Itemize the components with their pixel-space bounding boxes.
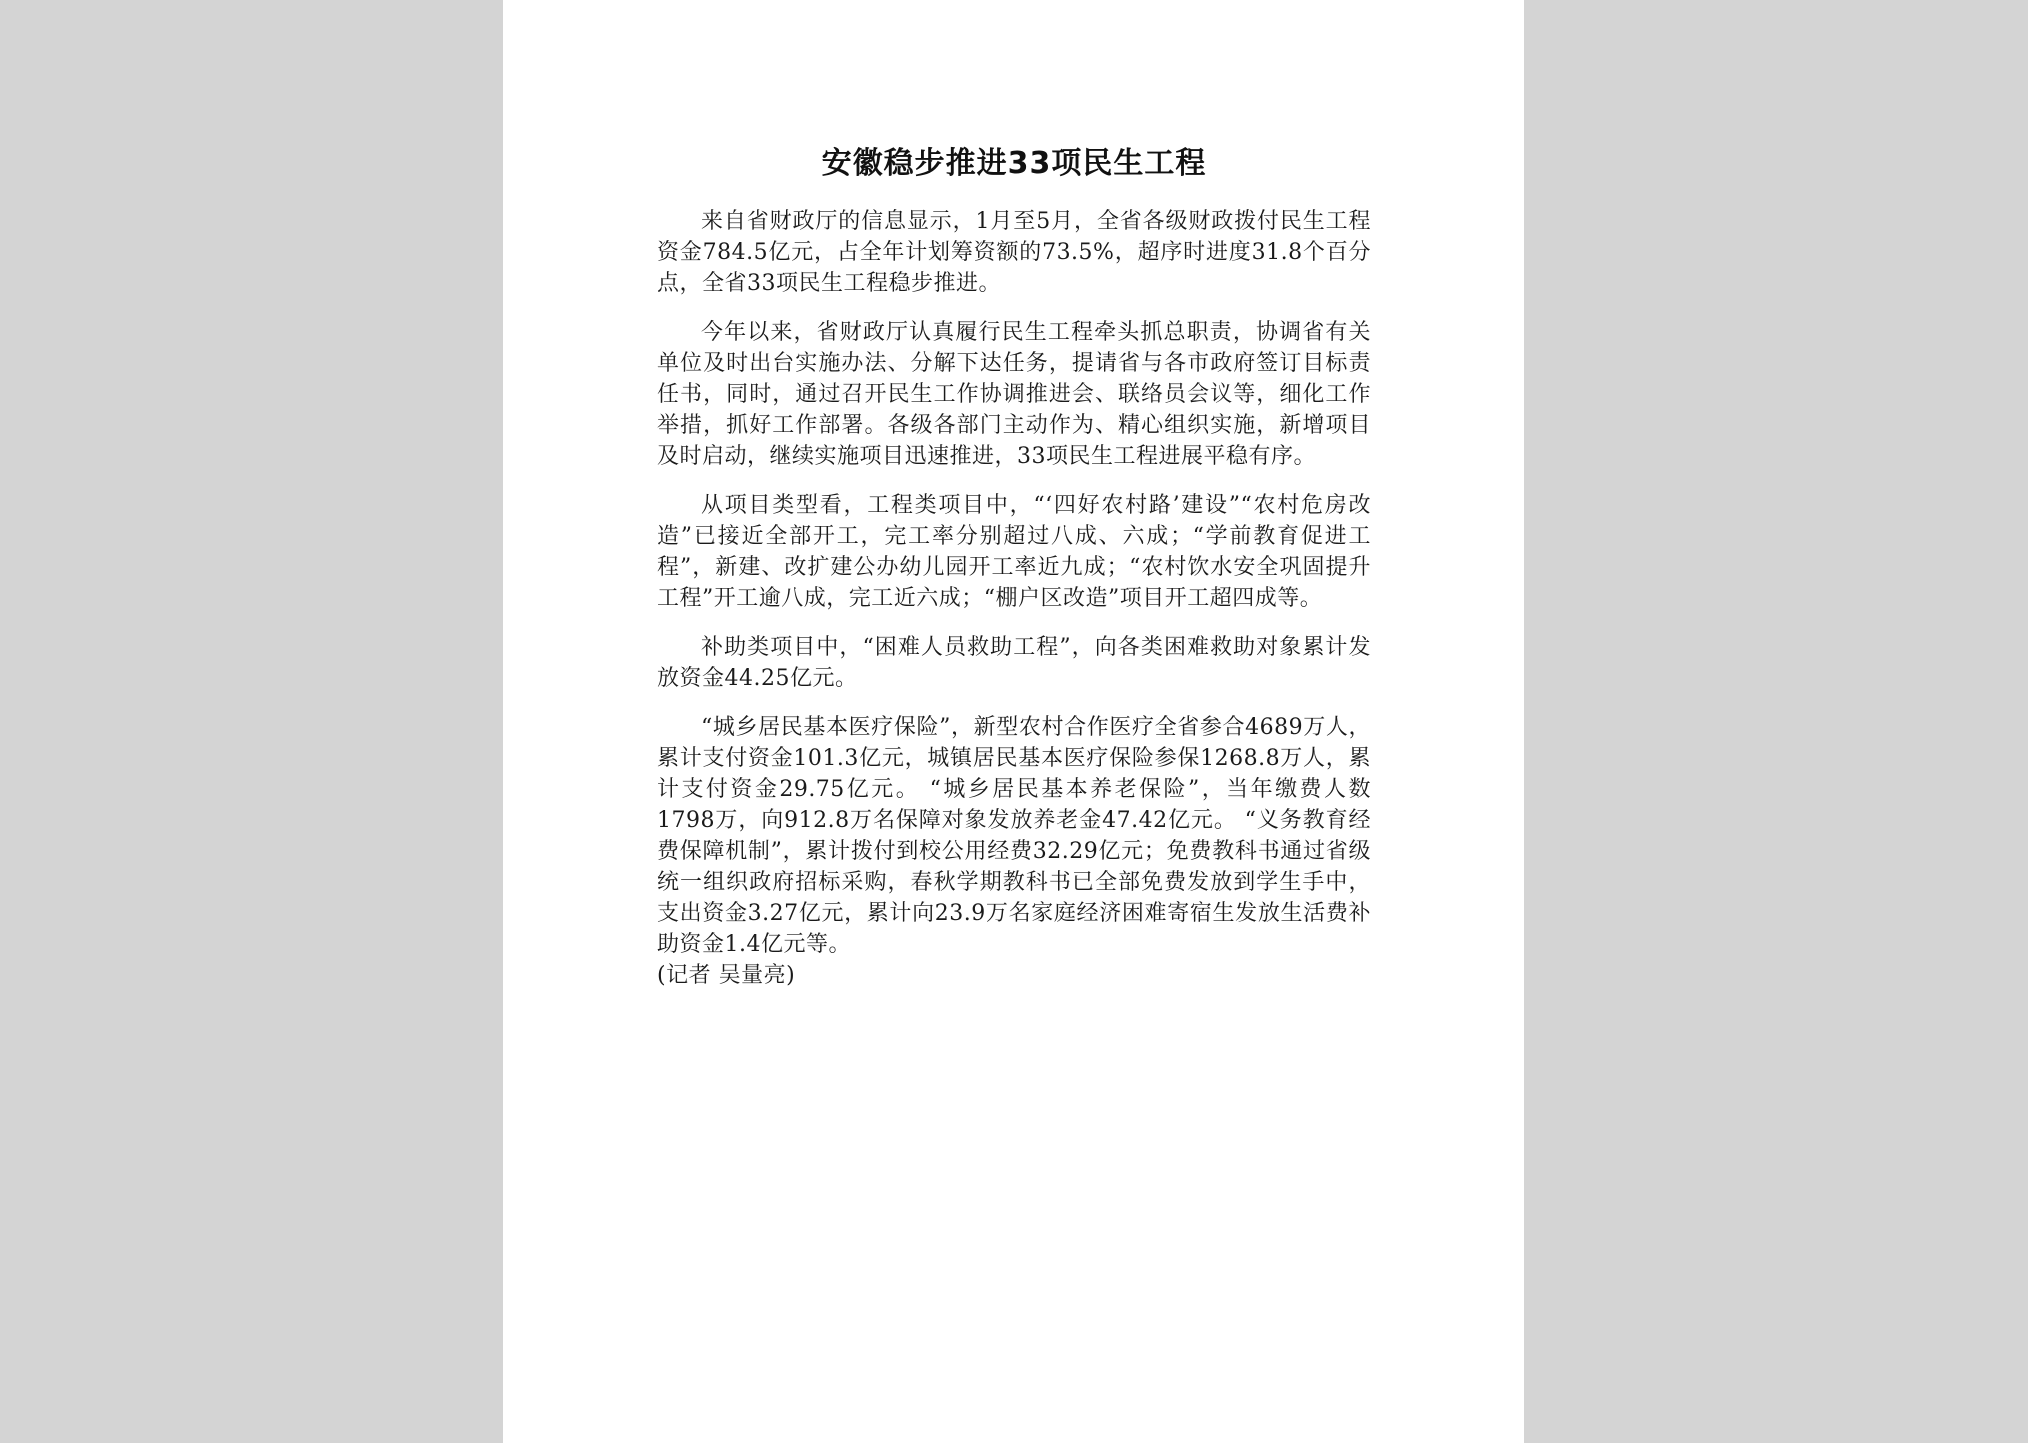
article-title: 安徽稳步推进33项民生工程 bbox=[821, 146, 1207, 181]
article-byline: (记者 吴量亮) bbox=[657, 963, 796, 988]
article-paragraph-2: 今年以来，省财政厅认真履行民生工程牵头抓总职责，协调省有关单位及时出台实施办法、分解下达任务，提请省与各市政府签订目标责任书，同时，通过召开民生工作协调推进会、联络员会议等，细化工作举措，抓好工作部署。各级各部门主动作为、精心组织实施，新增项目及时启动，继续实施项目迅速推进，33项民生工程进展平稳有序。 bbox=[657, 320, 1371, 469]
document-page bbox=[503, 0, 1524, 1443]
article-paragraph-3: 从项目类型看，工程类项目中，“‘四好农村路’建设”“农村危房改造”已接近全部开工，完工率分别超过八成、六成；“学前教育促进工程”，新建、改扩建公办幼儿园开工率近九成；“农村饮水安全巩固提升工程”开工逾八成，完工近六成；“棚户区改造”项目开工超四成等。 bbox=[657, 493, 1371, 611]
article-body bbox=[657, 140, 1371, 991]
article-paragraph-4: 补助类项目中，“困难人员救助工程”，向各类困难救助对象累计发放资金44.25亿元。 bbox=[657, 635, 1371, 691]
article-paragraph-1: 来自省财政厅的信息显示，1月至5月，全省各级财政拨付民生工程资金784.5亿元，占全年计划筹资额的73.5%，超序时进度31.8个百分点，全省33项民生工程稳步推进。 bbox=[657, 209, 1371, 296]
article-paragraph-5: “城乡居民基本医疗保险”，新型农村合作医疗全省参合4689万人，累计支付资金101.3亿元，城镇居民基本医疗保险参保1268.8万人，累计支付资金29.75亿元。 “城乡居民基本养老保险”，当年缴费人数1798万，向912.8万名保障对象发放养老金47.42亿元。 “义务教育经费保障机制”，累计拨付到校公用经费32.29亿元；免费教科书通过省级统一组织政府招标采购，春秋学期教科书已全部免费发放到学生手中，支出资金3.27亿元，累计向23.9万名家庭经济困难寄宿生发放生活费补助资金1.4亿元等。 bbox=[657, 715, 1372, 957]
